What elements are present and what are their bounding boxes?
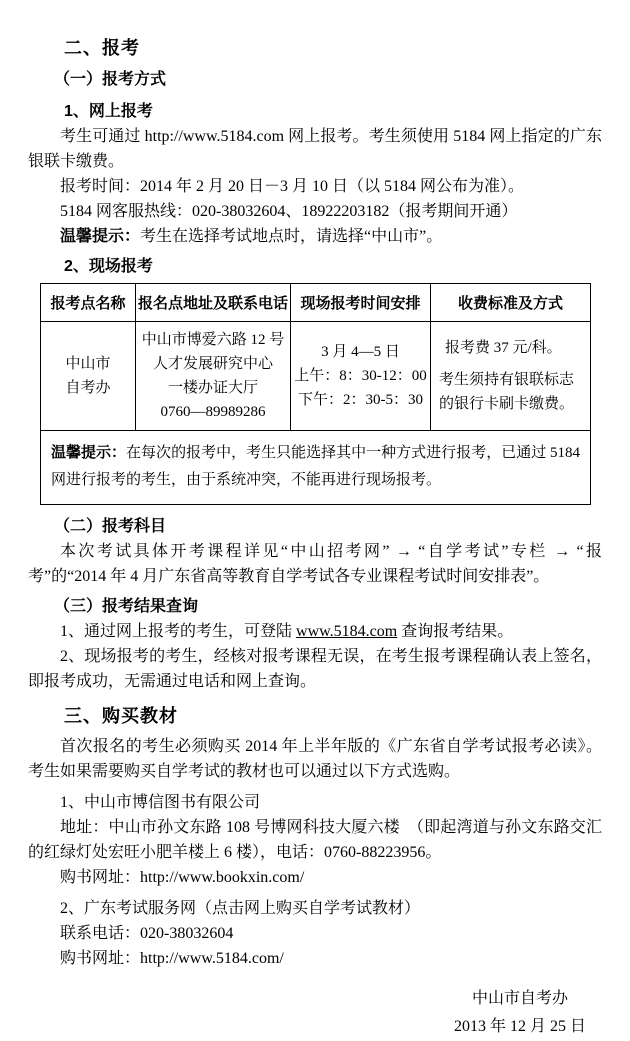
tip-label: 温馨提示： (51, 444, 127, 461)
onsite-registration-table (40, 283, 591, 505)
vendor2-title: 2、广东考试服务网（点击网上购买自学考试教材） (60, 900, 421, 917)
item-title-online-registration: 1、网上报考 (64, 103, 153, 120)
table-header-row (41, 284, 591, 322)
section-title-registration: 二、报考 (64, 38, 140, 58)
column-header-time-schedule: 现场报考时间安排 (291, 284, 431, 322)
tip-text: 考生在选择考试地点时，请选择“中山市”。 (140, 228, 443, 245)
cell-site-name: 中山市 自考办 (41, 322, 136, 431)
item-title-onsite-registration: 2、现场报考 (64, 258, 153, 275)
signature-block (28, 985, 602, 1041)
paragraph-result-query-onsite: 2、现场报考的考生，经核对报考课程无误，在考生报考课程确认表上签名，即报考成功，无需通过电话和网上查询。 (28, 648, 602, 690)
cell-table-tip (41, 431, 591, 505)
paragraph-exam-subjects: 本次考试具体开考课程详见“中山招考网” → “自学考试”专栏 → “报考”的“2014 年 4 月广东省高等教育自学考试各专业课程考试时间安排表”。 (28, 543, 602, 585)
table-data-row (41, 322, 591, 431)
cell-time-schedule: 3 月 4—5 日 上午：8：30-12：00 下午：2：30-5：30 (291, 322, 431, 431)
tip-label: 温馨提示： (60, 228, 141, 245)
paragraph-result-query-online: 1、通过网上报考的考生，可登陆 www.5184.com 查询报考结果。 (60, 623, 514, 640)
table-tip-row (41, 431, 591, 505)
subsection-title-result-query: （三）报考结果查询 (54, 598, 199, 615)
vendor2-phone: 联系电话：020-38032604 (60, 925, 234, 942)
signature-org: 中山市自考办 (471, 990, 568, 1007)
paragraph-hotline: 5184 网客服热线：020-38032604、18922203182（报考期间开通） (60, 203, 518, 220)
paragraph-textbook-intro: 首次报名的考生必须购买 2014 年上半年版的《广东省自学考试报考必读》。考生如果需要购买自学考试的教材也可以通过以下方式选购。 (28, 738, 602, 780)
column-header-site-name: 报考点名称 (41, 284, 136, 322)
section-title-buy-textbooks: 三、购买教材 (64, 706, 178, 726)
subsection-title-registration-methods: （一）报考方式 (54, 71, 167, 88)
subsection-title-exam-subjects: （二）报考科目 (54, 518, 167, 535)
cell-address-phone: 中山市博爱六路 12 号 人才发展研究中心 一楼办证大厅 0760—89989286 (136, 322, 291, 431)
vendor2-website: 购书网址：http://www.5184.com/ (60, 950, 284, 967)
vendor1-address: 地址：中山市孙文东路 108 号博网科技大厦六楼 （即起湾道与孙文东路交汇的红绿灯处宏旺小肥羊楼上 6 楼），电话：0760-88223956。 (28, 819, 602, 861)
vendor1-title: 1、中山市博信图书有限公司 (60, 794, 261, 811)
column-header-fee-standard: 收费标准及方式 (431, 284, 591, 322)
paragraph-registration-time: 报考时间：2014 年 2 月 20 日－3 月 10 日（以 5184 网公布为准）。 (60, 178, 525, 195)
signature-date: 2013 年 12 月 25 日 (453, 1018, 586, 1035)
column-header-address-phone: 报名点地址及联系电话 (136, 284, 291, 322)
vendor1-website: 购书网址：http://www.bookxin.com/ (60, 869, 305, 886)
paragraph-online-tip (28, 224, 602, 249)
paragraph-online-registration-intro: 考生可通过 http://www.5184.com 网上报考。考生须使用 5184 网上指定的广东银联卡缴费。 (28, 128, 602, 170)
tip-text: 在每次的报考中，考生只能选择其中一种方式进行报考，已通过 5184 网进行报考的考生，由于系统冲突，不能再进行现场报考。 (51, 445, 580, 488)
result-query-link[interactable]: www.5184.com (296, 623, 398, 640)
cell-fee-standard: 报考费 37 元/科。 考生须持有银联标志的银行卡刷卡缴费。 (431, 322, 591, 431)
